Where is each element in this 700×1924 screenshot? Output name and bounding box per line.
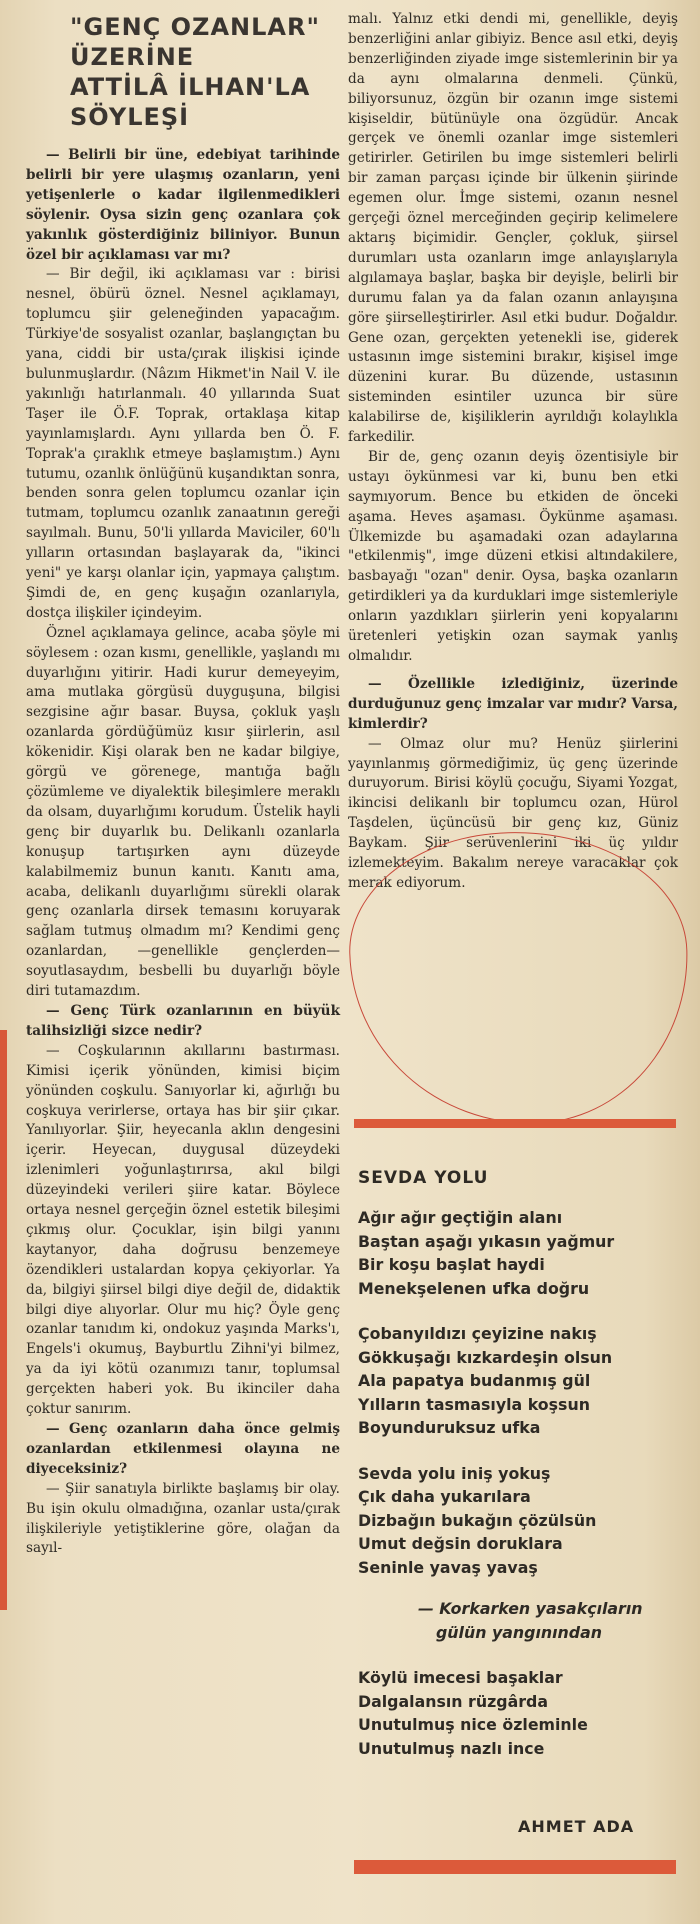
title-line: ATTİLÂ İLHAN'LA xyxy=(70,73,311,101)
answer-paragraph: — Şiir sanatıyla birlikte başlamış bir olay. Bu işin okulu olmadığına, ozanlar usta/çırak ilişkileriyle yetiştiklerine göre, olağan da sayıl- xyxy=(26,1480,340,1557)
title-line: "GENÇ OZANLAR" xyxy=(70,13,320,41)
poem-line: — Korkarken yasakçıların xyxy=(418,1599,643,1618)
question-paragraph: — Genç Türk ozanlarının en büyük talihsizliği sizce nedir? xyxy=(26,1002,340,1039)
bottom-divider xyxy=(354,1860,676,1874)
poem-line: Gökkuşağı kızkardeşin olsun xyxy=(358,1347,613,1367)
poem-line: Unutulmuş nazlı ince xyxy=(358,1738,545,1758)
left-text-block xyxy=(26,146,340,1559)
poem-line: Dalgalansın rüzgârda xyxy=(358,1691,548,1711)
title-line: SÖYLEŞİ xyxy=(70,103,190,131)
poem-body xyxy=(358,1206,678,1760)
question-paragraph: — Özellikle izlediğiniz, üzerinde durduğunuz genç imzalar var mıdır? Varsa, kimlerdir? xyxy=(348,675,678,732)
poem-line: gülün yangınından xyxy=(436,1622,603,1642)
poem-line: Çık daha yukarılara xyxy=(358,1487,531,1506)
question-paragraph: — Genç ozanların daha önce gelmiş ozanlardan etkilenmesi olayına ne diyeceksiniz? xyxy=(26,1421,340,1477)
poem-line: Boyunduruksuz ufka xyxy=(358,1418,541,1437)
poem-line: Ala papatya budanmış gül xyxy=(358,1371,591,1390)
poem-line: Baştan aşağı yıkasın yağmur xyxy=(358,1231,615,1251)
title-line: ÜZERİNE xyxy=(70,43,195,71)
article-title xyxy=(70,12,340,132)
section-divider xyxy=(354,1119,676,1128)
poem-title: SEVDA YOLU xyxy=(358,1168,489,1188)
answer-paragraph: — Coşkularının akıllarını bastırması. Kimisi içerik yönünden, kimisi biçim yönünden coşkulu. Sanıyorlar ki, ağırlığı bu coşkuya verirlerse, ortaya has bir şiir çıkar. Yanılıyorlar. Şiir, heyecanla aklın dengesini içerir. Heyecan, duygusal düzeydeki izlenimleri yoğunlaştırırsa, akıl bilgi düzeyindeki verileri şiire katar. Böylece ortaya nesnel gerçeğin öznel estetik bileşimi çıkmış olur. Çocuklar, işin bilgi yanını kaytanyor, daha doğrusu benzemeye özendikleri ustalardan kopya çekiyorlar. Ya da, bilgiyi şiirsel bilgi diye değil de, didaktik bilgi diye alıyorlar. Olur mu hiç? Öyle genç ozanlar tanıdım ki, ondokuz yaşında Marks'ı, Engels'i okumuş, Bayburtlu Zihni'yi bilmez, ya da iyi kötü ozanımızı tanır, toplumsal gerçekten haberi yok. Bu ikinciler daha çoktur sanırım. xyxy=(26,1042,340,1418)
poem-line: Dizbağın bukağın çözülsün xyxy=(358,1510,597,1530)
poem-line: Ağır ağır geçtiğin alanı xyxy=(358,1208,563,1227)
poem-line: Menekşelenen ufka doğru xyxy=(358,1278,590,1298)
poem-line: Sevda yolu iniş yokuş xyxy=(358,1463,551,1483)
poem-stanza xyxy=(358,1666,678,1760)
page-edge-mark xyxy=(0,1030,7,1610)
poem-author: AHMET ADA xyxy=(518,1817,635,1836)
question-paragraph: — Belirli bir üne, edebiyat tarihinde belirli bir yere ulaşmış ozanların, yeni yetişenlerle o kadar ilgilenmediklerі söylenir. Oysa sizin genç ozanlara çok yakınlık gösterdiğiniz biliniyor. Bunun özel bir açıklaması var mı? xyxy=(26,147,340,263)
poem-line: Unutulmuş nice özleminle xyxy=(358,1715,588,1734)
poem-stanza xyxy=(358,1462,678,1580)
answer-paragraph: — Bir değil, iki açıklaması var : birisi nesnel, öbürü öznel. Nesnel açıklamayı, toplumcu şiir geleneğinden yapacağım. Türkiye'de sosyalist ozanlar, başlangıçtan bu yana, ciddi bir usta/çırak ilişkisi içinde bulunmuşlardır. (Nâzım Hikmet'in Nail V. ile yakınlığı hatırlanmalı. 40 yıllarında Suat Taşer ile Ö.F. Toprak, ortaklaşa kitap yayınlamışlardı. Aynı yıllarda ben Ö. F. Toprak'a çıraklık etmeye başlamıştım.) Aynı tutumu, ozanlık önlüğünü kuşandıktan sonra, benden sonra gelen toplumcu ozanlar için tutmam, toplumcu ozanlık zanaatının gereği sayılmalı. Bunu, 50'li yıllarda Maviciler, 60'lı yılların ortasından başlayarak da, "ikinci yeni" ye karşı olanlar için, yapmaya çalıştım. Şimdi de, en genç kuşağın ozanlarıyla, dostça ilişkiler içindeyim. xyxy=(26,266,340,621)
poem-line: Bir koşu başlat haydi xyxy=(358,1255,545,1274)
poem-stanza xyxy=(358,1322,678,1440)
poem-line: Yılların tasmasıyla koşsun xyxy=(358,1394,590,1414)
answer-paragraph: malı. Yalnız etki dendi mi, genellikle, deyiş benzerliğini anlar gibiyiz. Bence asıl etki, deyiş benzerliğinden ziyade imge sistemlerinin bir ya da aynı olmalarına denmeli. Çünkü, biliyorsunuz, özgün bir ozanın imge sistemi kişiseldir, bütünüyle ona özgüdür. Ancak gerçek ve önemli ozanlar imge sistemleri getirirler. Getirilen bu imge sistemleri belirli bir zaman parçası içinde bir ülkenin şiirinde egemen olur. İmge sistemi, ozanın nesnel gerçeği öznel merceğinden geçirip kelimelere aktarış biçimidir. Gençler, çokluk, şiirsel durumları usta ozanların imge anlayışlarıyla algılamaya başlar, başka bir deyişle, belirli bir durumu falan ya da falan ozanın anlayışına göre şiirselleştirirler. Asıl etki budur. Doğaldır. Gene ozan, gerçekten yetenekli ise, giderek ustasının imge sistemini bırakır, kişisel imge düzenini kurar. Bu düzende, ustasının sisteminden esintiler uzunca bir süre kalabilirse de, kişiliklerin ayrıldığı kolaylıkla farkedilir. xyxy=(348,11,678,446)
poem-line: Umut değsin doruklara xyxy=(358,1534,563,1553)
answer-paragraph: — Olmaz olur mu? Henüz şiirlerini yayınlanmış görmediğimiz, üç genç üzerinde duruyorum. Birisi köylü çocuğu, Siyami Yozgat, ikincisi delikanlı bir toplumcu ozan, Hürol Taşdelen, üçüncüsü bir genç kız, Güniz Baykam. Şiir serüvenlerini iki üç yıldır izlemekteyim. Bakalım nereye varacaklar çok merak ediyorum. xyxy=(348,735,678,891)
poem-epigraph xyxy=(358,1597,678,1644)
poem-line: Çobanyıldızı çeyizine nakış xyxy=(358,1324,597,1343)
answer-paragraph: Bir de, genç ozanın deyiş özentisiyle bir ustayı öykünmesi var ki, bunu ben etki saymıyorum. Bence bu etkiden de önceki aşama. Heves aşaması. Öykünme aşaması. Ülkemizde bu aşamadaki ozan adaylarına "etkilenmiş", imge düzeni etkisi altındakilere, basbayağı "ozan" denir. Oysa, başka ozanların getirdikleri ya da kurduklari imge sistemleriyle onların yazdıkları şiirlerin yeni kopyalarını üretenleri yetişkin ozan saymak yanlış olmalıdır. xyxy=(348,448,678,664)
poem-stanza xyxy=(358,1206,678,1300)
answer-paragraph: Öznel açıklamaya gelince, acaba şöyle mi söylesem : ozan kısmı, genellikle, yaşlandı mı duyarlığını yitirir. Hadi kurur demeyeyim, ama mutlaka görgüsü duyguşuna, bilgisi sezgisine ağır basar. Buysa, çokluk yaşlı ozanlarda gördüğümüz kısır şiirlerin, asıl kökenidir. Kişi olarak ben ne kadar bilgiye, görgü ve görenege, mantığa bağlı çözümleme ve diyalektik bileşimlere meraklı da olsam, duyarlığımı korudum. Üstelik hayli genç bir duyarlık bu. Delikanlı ozanlarla konuşup tartışırken aynı düzeyde kalabilmemiz bunun kanıtı. Kanıtı ama, acaba, delikanlı duyarlığımı sürekli olarak genç ozanlarla dirsek temasını koruyarak sağlam tutmuş olmadım mı? Kendimi genç ozanlardan, —genellikle gençlerden— soyutlasaydım, besbelli bu duyarlığı böyle diri tutamazdım. xyxy=(26,624,340,1000)
poem-line: Köylü imecesi başaklar xyxy=(358,1668,563,1687)
right-text-block xyxy=(348,10,678,894)
poem-line: Seninle yavaş yavaş xyxy=(358,1557,538,1577)
